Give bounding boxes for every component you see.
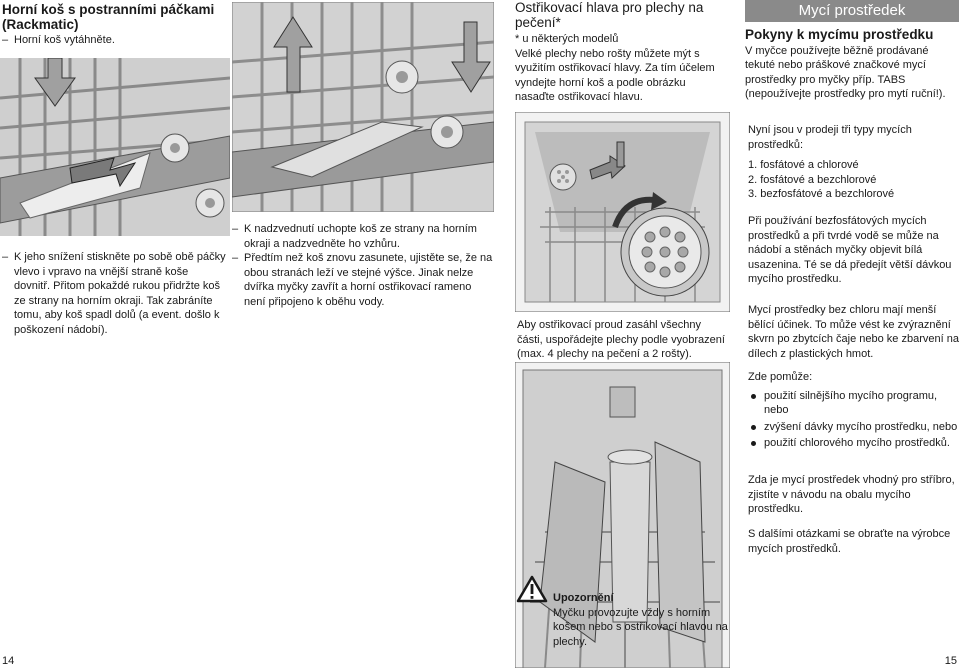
type-2: 2. fosfátové a bezchlorové	[748, 173, 877, 186]
warning-title: Upozornění	[553, 592, 614, 604]
spray-head-paragraph: Velké plechy nebo rošty můžete mýt s využitím ostřikovací hlavy. Za tím účelem vyndejte horní koš a podle obrázku nasaďte ostřikovací hlavu.	[515, 47, 715, 103]
detergent-section	[745, 0, 959, 102]
type-1: 1. fosfátové a chlorové	[748, 159, 859, 171]
help-intro: Zde pomůže:	[748, 371, 813, 383]
help-section	[748, 370, 959, 451]
middle-text-section	[232, 222, 494, 309]
phosphate-paragraph: Při používání bezfosfátových mycích prostředků a při tvrdé vodě se může na nádobí a stěnách myčky objevit bílá usazenina. Té se dá předejít větší dávkou mycího prostředku.	[748, 215, 952, 285]
step-check-height: – Předtím než koš znovu zasunete, ujistěte se, že na obou stranách leží ve stejné výšce. Jinak nelze dvířka myčky zavřít a horní ostřikovací rameno není připojeno k oběhu vody.	[232, 251, 494, 309]
warning-box	[553, 591, 733, 649]
spray-head-section	[515, 0, 725, 105]
step-lower-basket: – K jeho snížení stiskněte po sobě obě páčky vlevo i vpravo na vnější straně koše dovnitř. Přitom pokaždé rukou přidržte koš ze strany na horním okraji. Tak zabráníte tomu, aby koš spadl dolů (a event. došlo k poškození nádobí).	[2, 250, 227, 337]
chlorine-paragraph: Mycí prostředky bez chloru mají menší bělící účinek. To může vést ke zvýraznění skvrn po zbytcích čaje nebo ke zbarvení na dílech z plastických hmot.	[748, 304, 959, 360]
help-item-3: použití chlorového mycího prostředků.	[748, 436, 959, 451]
warning-text: Myčku provozujte vždy s horním košem nebo s ostřikovací hlavou na plechy.	[553, 606, 728, 648]
step-pull-basket: – Horní koš vytáhněte.	[2, 33, 227, 48]
spray-head-placement-illustration	[515, 112, 730, 312]
models-note: * u některých modelů	[515, 33, 619, 45]
detergent-types-section	[748, 123, 959, 202]
warning-icon	[516, 575, 548, 603]
detergent-subtitle: Pokyny k mycímu prostředku	[745, 27, 934, 42]
type-3: 3. bezfosfátové a bezchlorové	[748, 188, 895, 200]
section-title-rackmatic: Horní koš s postranními páčkami (Rackmatic)	[2, 2, 215, 32]
basket-lift-illustration	[232, 2, 494, 212]
left-bottom-section	[2, 250, 227, 337]
questions-paragraph: S dalšími otázkami se obraťte na výrobce mycích prostředků.	[748, 528, 951, 555]
help-item-2: zvýšení dávky mycího prostředku, nebo	[748, 420, 959, 435]
step-lift-basket: – K nadzvednutí uchopte koš ze strany na horním okraji a nadzvedněte ho vzhůru.	[232, 222, 494, 251]
spray-caption: Aby ostřikovací proud zasáhl všechny části, uspořádejte plechy podle vyobrazení (max. 4 plechy na pečení a 2 rošty).	[517, 319, 725, 360]
help-item-1: použití silnějšího mycího programu, nebo	[748, 389, 959, 418]
detergent-intro: V myčce používejte běžně prodávané tekuté nebo práškové značkové mycí prostředky pro myčky příp. TABS (nepoužívejte prostředky pro mytí ruční!).	[745, 44, 946, 100]
page-number-right: 15	[944, 655, 957, 667]
detergent-banner: Mycí prostředek	[745, 0, 959, 22]
types-intro: Nyní jsou v prodeji tři typy mycích prostředků:	[748, 124, 912, 151]
left-top-section	[2, 2, 227, 48]
silver-paragraph: Zda je mycí prostředek vhodný pro stříbro, zjistíte v návodu na obalu mycího prostředku.	[748, 474, 955, 515]
rack-lever-illustration	[0, 58, 230, 236]
page-number-left: 14	[2, 655, 15, 667]
spray-head-title: Ostřikovací hlava pro plechy na pečení*	[515, 0, 704, 30]
